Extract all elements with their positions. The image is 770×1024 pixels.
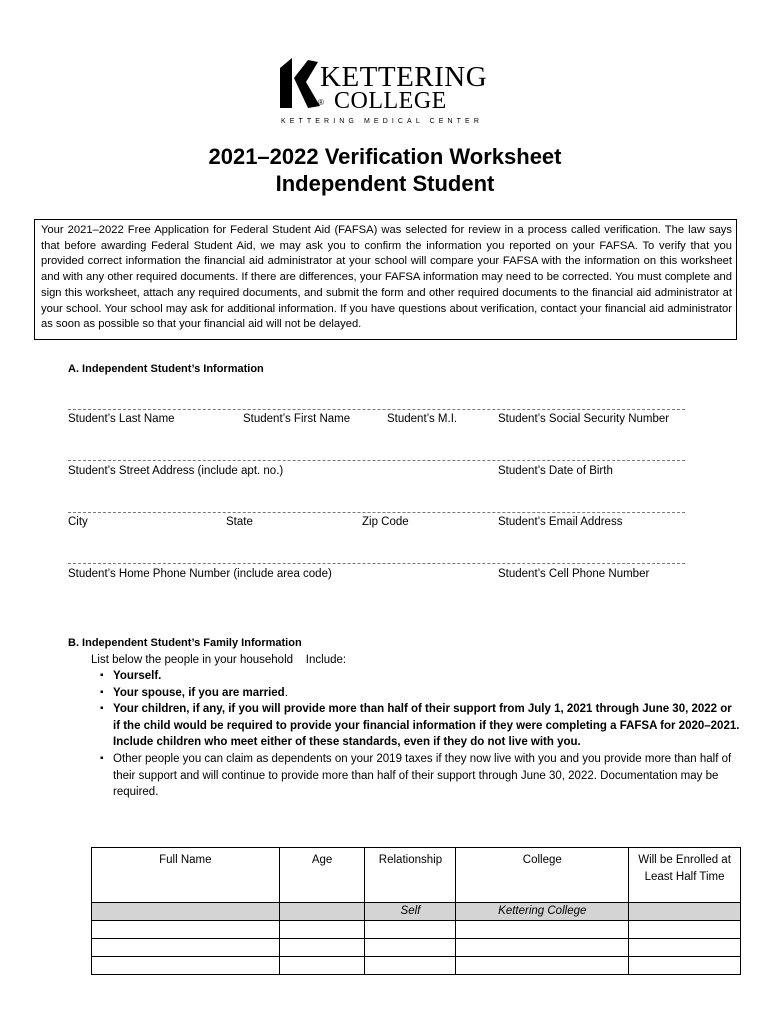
row3-fill-line[interactable] [68,512,685,513]
enrolled-cell[interactable] [629,921,741,939]
enrolled-cell[interactable] [629,939,741,957]
self-enrolled-cell[interactable] [629,903,741,921]
table-row [92,921,741,939]
page-title: 2021–2022 Verification Worksheet [208,144,562,169]
table-row [92,957,741,975]
self-college-cell: Kettering College [456,903,629,921]
email-label: Student’s Email Address [498,516,623,528]
bullet-spouse-period: . [284,686,288,699]
ssn-label: Student’s Social Security Number [498,413,670,425]
college-cell[interactable] [456,957,629,975]
bullet-other-dependents: ▪ Other people you can claim as dependents on your 2019 taxes if they now live with you and you provide more than half of their support and will continue to provide more than half of their support through June 30, 2022. Documentation may be required. [100,751,740,801]
kettering-k-mark-icon [278,58,322,108]
city-label: City [68,516,88,528]
relationship-cell[interactable] [365,939,456,957]
age-cell[interactable] [279,939,365,957]
row4-fill-line[interactable] [68,563,685,564]
col-full-name: Full Name [92,848,280,903]
enrolled-cell[interactable] [629,957,741,975]
table-row [92,939,741,957]
relationship-cell[interactable] [365,957,456,975]
col-college: College [456,848,629,903]
bullet-spouse-text: Your spouse, if you are married [113,686,285,699]
section-b-heading: B. Independent Student’s Family Information [68,637,302,649]
relationship-cell[interactable] [365,921,456,939]
row2-fill-line[interactable] [68,460,685,461]
college-cell[interactable] [456,939,629,957]
zip-code-label: Zip Code [362,516,409,528]
self-relationship-cell: Self [365,903,456,921]
household-criteria-list [100,668,740,801]
page-subtitle: Independent Student [275,171,495,196]
logo-registered-mark: ® [318,98,324,107]
logo-subtitle: COLLEGE [334,88,447,114]
self-age-cell[interactable] [279,903,365,921]
bullet-children: ▪ Your children, if any, if you will provide more than half of their support from July 1, 2021 through June 30, 2022 or if the child would be required to provide your financial information if they were completing a FAFSA for 2020–2021. Include children who meet either of these standards, even if they do not live with you. [100,701,740,751]
logo-name: KETTERING [320,61,488,93]
date-of-birth-label: Student’s Date of Birth [498,465,613,477]
full-name-cell[interactable] [92,957,280,975]
age-cell[interactable] [279,957,365,975]
state-label: State [226,516,253,528]
first-name-label: Student’s First Name [243,413,351,425]
cell-phone-label: Student’s Cell Phone Number [498,568,650,580]
home-phone-label: Student’s Home Phone Number (include area code) [68,568,332,580]
college-cell[interactable] [456,921,629,939]
table-row-self [92,903,741,921]
logo-tagline: KETTERING MEDICAL CENTER [281,118,483,125]
col-age: Age [279,848,365,903]
section-a-heading: A. Independent Student’s Information [68,363,264,375]
kettering-college-logo [278,58,498,130]
age-cell[interactable] [279,921,365,939]
household-table [91,847,741,975]
col-relationship: Relationship [365,848,456,903]
full-name-cell[interactable] [92,939,280,957]
middle-initial-label: Student’s M.I. [387,413,458,425]
bullet-spouse [100,685,740,702]
full-name-cell[interactable] [92,921,280,939]
self-full-name-cell[interactable] [92,903,280,921]
row1-fill-line[interactable] [68,409,685,410]
household-instruction: List below the people in your household Include: [91,654,347,666]
table-header-row [92,848,741,903]
street-address-label: Student’s Street Address (include apt. no.) [68,465,284,477]
last-name-label: Student’s Last Name [68,413,175,425]
bullet-yourself: ▪ Yourself. [100,668,740,685]
col-enrolled-half-time: Will be Enrolled at Least Half Time [629,848,741,903]
intro-notice: Your 2021–2022 Free Application for Federal Student Aid (FAFSA) was selected for review in a process called verification. The law says that before awarding Federal Student Aid, we may ask you to confirm the information you reported on your FAFSA. To verify that you provided correct information the financial aid administrator at your school will compare your FAFSA with the information on this worksheet and with any other required documents. If there are differences, your FAFSA information may need to be corrected. You must complete and sign this worksheet, attach any required documents, and submit the form and other required documents to the financial aid administrator at your school. Your school may ask for additional information. If you have questions about verification, contact your financial aid administrator as soon as possible so that your financial aid will not be delayed. [34,219,737,340]
